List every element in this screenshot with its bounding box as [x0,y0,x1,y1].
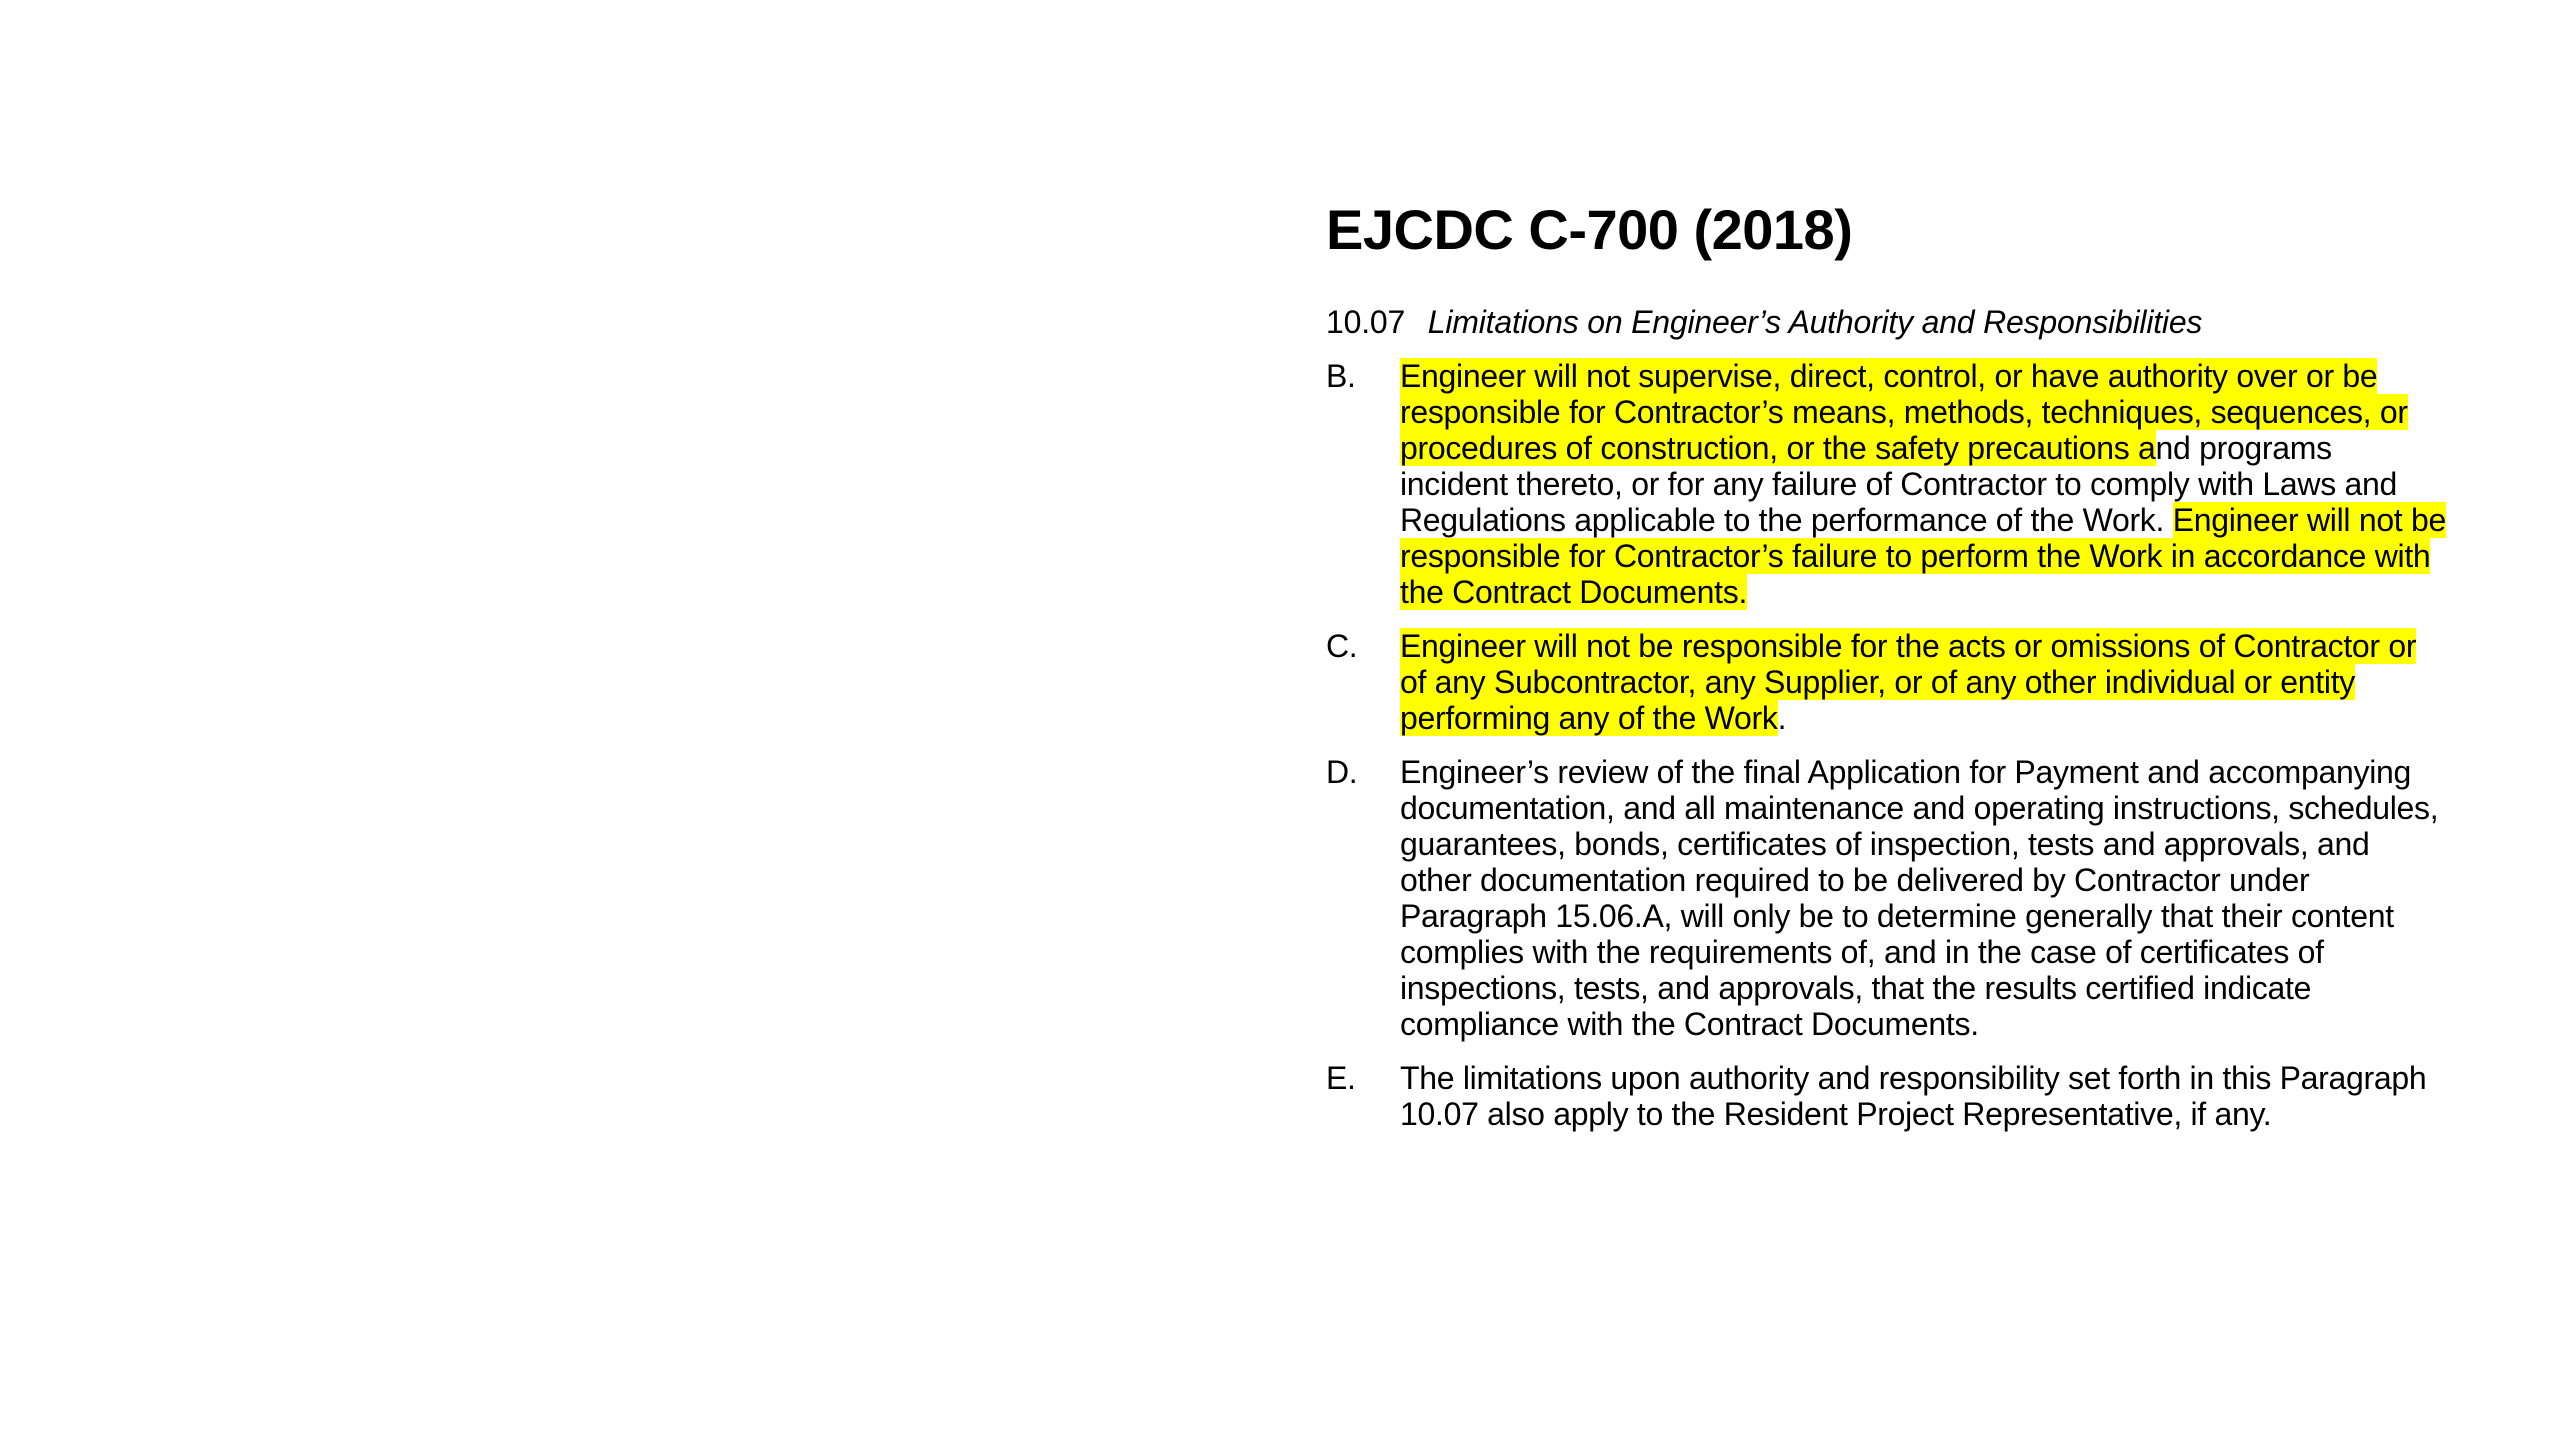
section-heading [1326,300,2446,344]
paragraph-text [1400,628,2446,736]
paragraph-text [1400,754,2446,1042]
paragraph-text [1400,1060,2446,1132]
highlighted-text: Engineer will not be responsible for Contractor’s failure to perform the Work in accordance with the Contract Documents. [1400,502,2446,610]
plain-text: nd programs incident thereto, or for any failure of Contractor to comply with Laws and Regulations applicable to the performance of the Work. [1400,430,2397,538]
paragraph-label: E. [1326,1060,1356,1096]
paragraph-e [1326,1060,2446,1132]
paragraph-label: C. [1326,628,1358,664]
highlighted-text: Engineer will not be responsible for the acts or omissions of Contractor or of any Subcontractor, any Supplier, or of any other individual or entity performing any of the Work [1400,628,2417,736]
plain-text: The limitations upon authority and responsibility set forth in this Paragraph 10.07 also apply to the Resident Project Representative, if any. [1400,1060,2427,1132]
paragraph-label: B. [1326,358,1356,394]
section-title: Limitations on Engineer’s Authority and Responsibilities [1427,304,2203,340]
paragraph-c [1326,628,2446,736]
paragraph-text [1400,358,2446,610]
document-content [1326,190,2446,1132]
paragraph-label: D. [1326,754,1358,790]
highlighted-text: Engineer will not supervise, direct, control, or have authority over or be responsible for Contractor’s means, methods, techniques, sequences, or procedures of construction, or the safety precautions a [1400,358,2408,466]
section-number: 10.07 [1326,304,1406,340]
paragraph-d [1326,754,2446,1042]
plain-text: Engineer’s review of the final Application for Payment and accompanying documentation, and all maintenance and operating instructions, schedules, guarantees, bonds, certificates of inspection, tests and approvals, and other documentation required to be delivered by Contractor under Paragraph 15.06.A, will only be to determine generally that their content complies with the requirements of, and in the case of certificates of inspections, tests, and approvals, that the results certified indicate compliance with the Contract Documents. [1400,754,2439,1042]
paragraph-b [1326,358,2446,610]
document-title: EJCDC C-700 (2018) [1326,198,1853,261]
plain-text: . [1777,700,1787,736]
